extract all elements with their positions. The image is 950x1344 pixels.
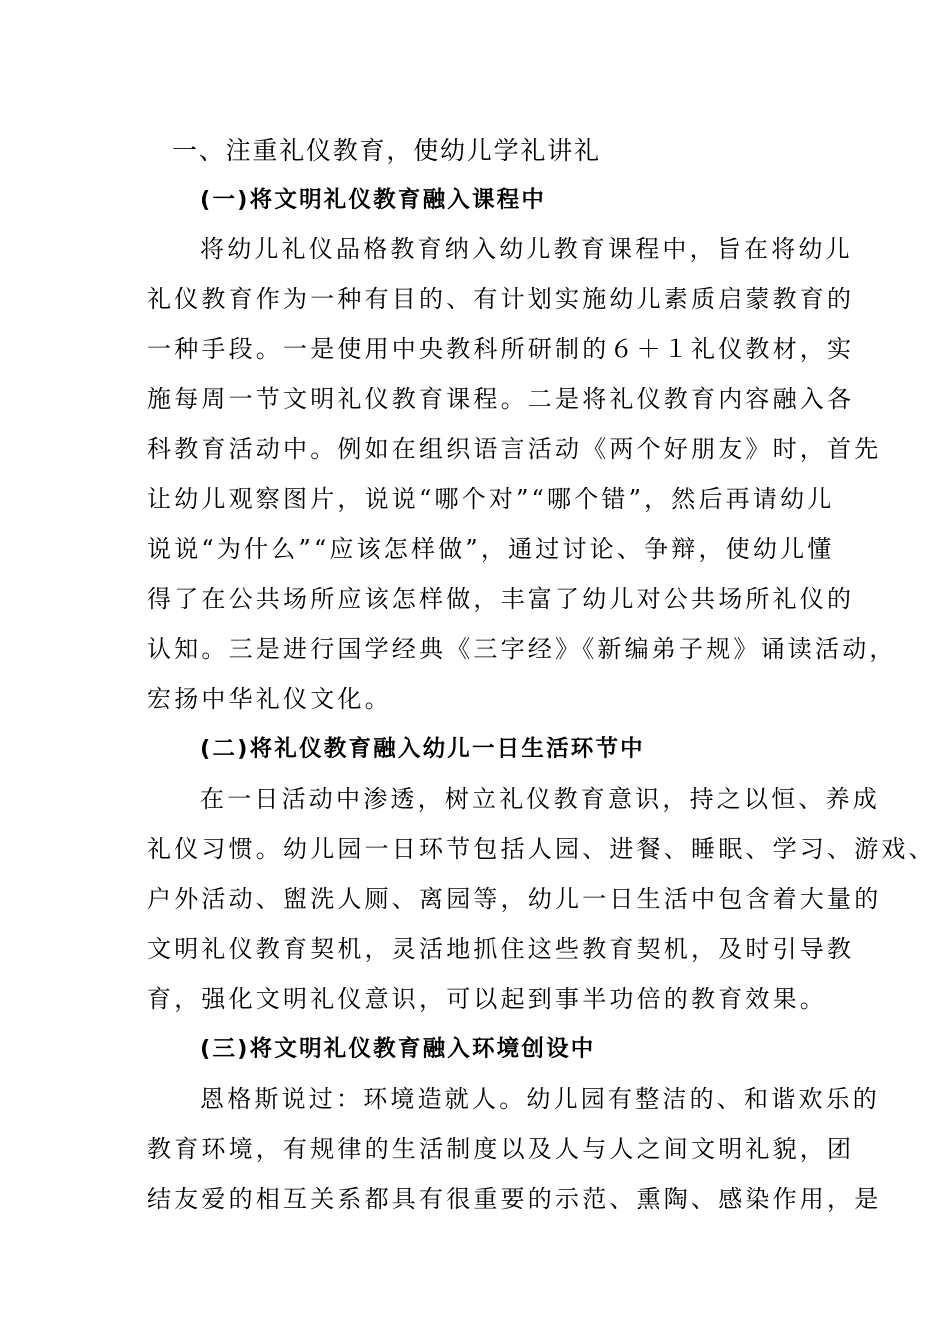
paragraph-line: 恩格斯说过：环境造就人。幼儿园有整洁的、和谐欢乐的 bbox=[200, 1085, 880, 1113]
paragraph-line: 将幼儿礼仪品格教育纳入幼儿教育课程中，旨在将幼儿 bbox=[200, 235, 853, 263]
subsection-heading-3: (三)将文明礼仪教育融入环境创设中 bbox=[200, 1036, 596, 1062]
paragraph-line: 文明礼仪教育契机，灵活地抓住这些教育契机，及时引导教 bbox=[147, 935, 855, 963]
paragraph-line: 让幼儿观察图片，说说“哪个对”“哪个错”，然后再请幼儿 bbox=[147, 485, 835, 513]
paragraph-line: 宏扬中华礼仪文化。 bbox=[147, 685, 392, 713]
paragraph-line: 一种手段。一是使用中央教科所研制的６＋１礼仪教材，实 bbox=[147, 335, 855, 363]
paragraph-line: 在一日活动中渗透，树立礼仪教育意识，持之以恒、养成 bbox=[200, 785, 880, 813]
subsection-heading-1: (一)将文明礼仪教育融入课程中 bbox=[200, 187, 547, 213]
paragraph-line: 育，强化文明礼仪意识，可以起到事半功倍的教育效果。 bbox=[147, 985, 827, 1013]
section-title: 一、注重礼仪教育，使幼儿学礼讲礼 bbox=[172, 136, 601, 165]
paragraph-line: 礼仪习惯。幼儿园一日环节包括人园、进餐、睡眠、学习、游戏、 bbox=[147, 835, 936, 863]
paragraph-line: 施每周一节文明礼仪教育课程。二是将礼仪教育内容融入各 bbox=[147, 385, 855, 413]
paragraph-line: 礼仪教育作为一种有目的、有计划实施幼儿素质启蒙教育的 bbox=[147, 285, 855, 313]
paragraph-line: 教育环境，有规律的生活制度以及人与人之间文明礼貌，团 bbox=[147, 1135, 855, 1163]
paragraph-line: 认知。三是进行国学经典《三字经》《新编弟子规》诵读活动， bbox=[147, 635, 897, 663]
paragraph-line: 科教育活动中。例如在组织语言活动《两个好朋友》时，首先 bbox=[147, 435, 882, 463]
paragraph-line: 说说“为什么”“应该怎样做”，通过讨论、争辩，使幼儿懂 bbox=[147, 535, 835, 563]
paragraph-line: 户外活动、盥洗人厕、离园等，幼儿一日生活中包含着大量的 bbox=[147, 885, 882, 913]
paragraph-line: 结友爱的相互关系都具有很重要的示范、熏陶、感染作用，是 bbox=[147, 1185, 882, 1213]
paragraph-line: 得了在公共场所应该怎样做，丰富了幼儿对公共场所礼仪的 bbox=[147, 585, 855, 613]
subsection-heading-2: (二)将礼仪教育融入幼儿一日生活环节中 bbox=[200, 736, 645, 762]
